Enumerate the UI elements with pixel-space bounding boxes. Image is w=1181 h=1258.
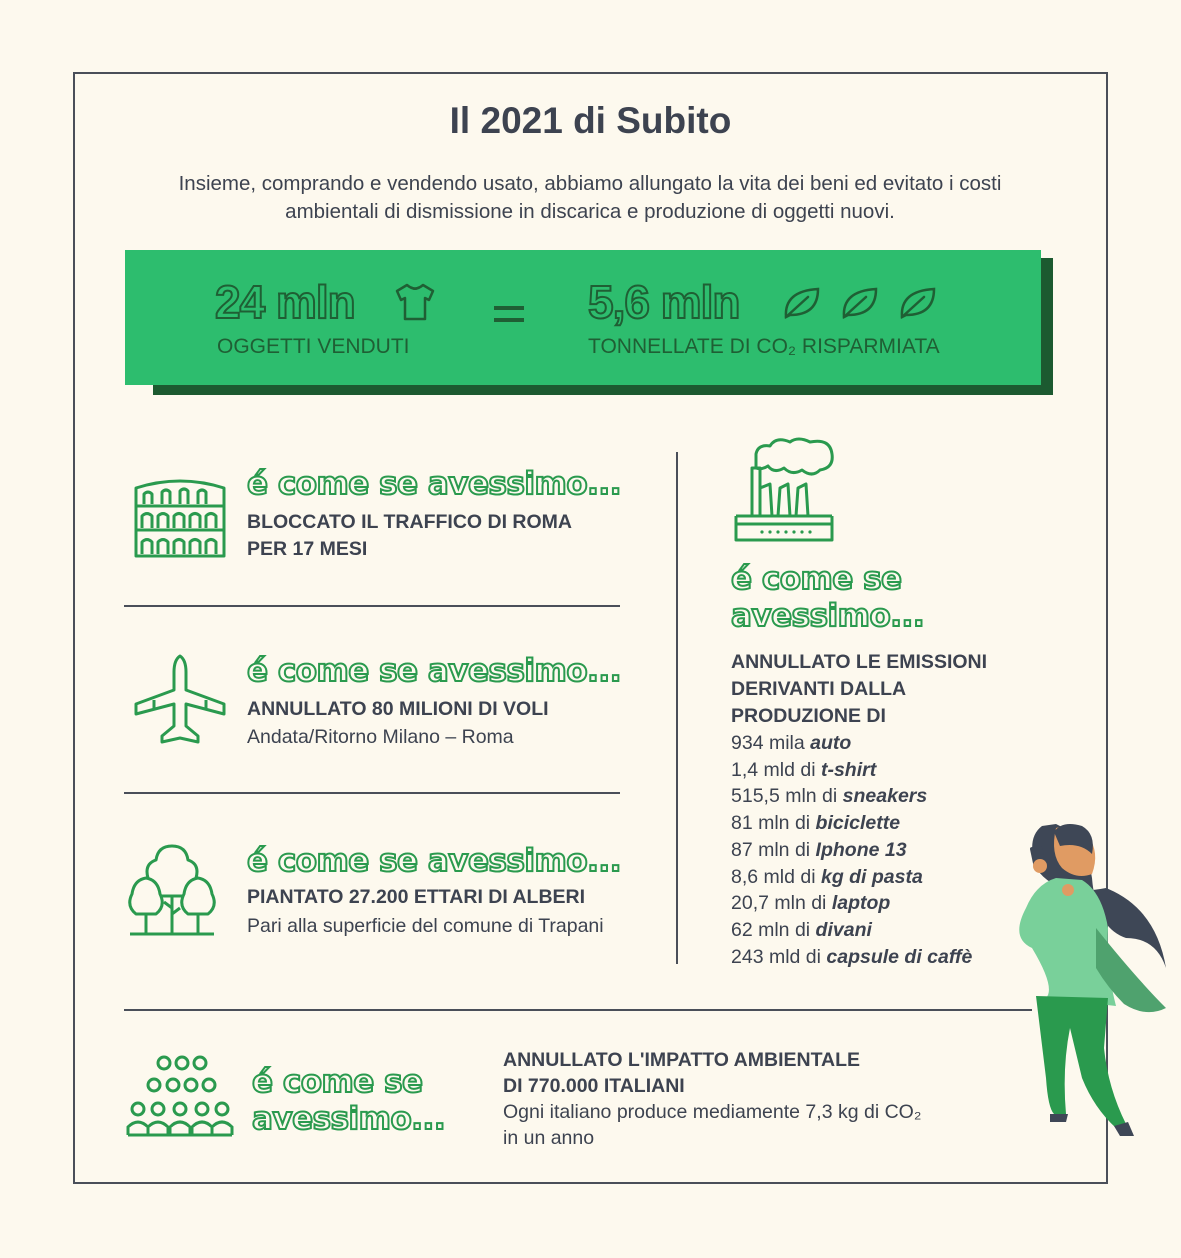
intro-line-1: Insieme, comprando e vendendo usato, abbiamo allungato la vita dei beni ed evitato i costi	[178, 172, 1002, 195]
airplane-icon	[132, 654, 228, 744]
people-head-2: DI 770.000 ITALIANI	[503, 1075, 685, 1097]
trees-icon	[126, 842, 218, 938]
phrase-heading-2: é come se avessimo...	[247, 653, 621, 689]
phrase-heading-factory-2: avessimo...	[731, 598, 925, 634]
list-item: 81 mln di biciclette	[731, 812, 901, 835]
people-head-1: ANNULLATO L'IMPATTO AMBIENTALE	[503, 1049, 861, 1071]
woman-illustration	[996, 818, 1176, 1138]
factory-head-2: DERIVANTI DALLA	[731, 678, 907, 700]
people-detail-1: Ogni italiano produce mediamente 7,3 kg di CO₂	[503, 1101, 922, 1123]
list-item: 934 mila auto	[731, 732, 852, 754]
phrase-heading-1: é come se avessimo...	[247, 466, 621, 502]
objects-sold-value: 24 mln	[215, 276, 355, 328]
item-2-line-1: ANNULLATO 80 MILIONI DI VOLI	[247, 698, 549, 720]
colosseum-icon	[132, 478, 228, 558]
phrase-heading-people-1: é come se	[252, 1064, 423, 1100]
tshirt-icon	[393, 282, 437, 322]
co2-saved-value: 5,6 mln	[588, 276, 740, 328]
divider-3	[124, 1009, 1032, 1011]
list-item: 8,6 mld di kg di pasta	[731, 865, 923, 888]
factory-head-3: PRODUZIONE DI	[731, 705, 886, 727]
list-item: 62 mln di divani	[731, 918, 872, 941]
list-item: 87 mln di Iphone 13	[731, 838, 907, 861]
item-1-line-2: PER 17 MESI	[247, 538, 368, 560]
production-list	[731, 730, 972, 970]
column-divider	[676, 452, 678, 964]
item-3-detail: Pari alla superficie del comune di Trapani	[247, 915, 604, 937]
item-3-line-1: PIANTATO 27.200 ETTARI DI ALBERI	[247, 886, 586, 908]
divider-1	[124, 605, 620, 607]
list-item: 20,7 mln di laptop	[731, 892, 891, 915]
co2-saved-label: TONNELLATE DI CO₂ RISPARMIATA	[588, 335, 940, 358]
list-item: 243 mld di capsule di caffè	[731, 945, 973, 968]
page-title: Il 2021 di Subito	[449, 100, 732, 141]
factory-head-1: ANNULLATO LE EMISSIONI	[731, 651, 988, 673]
list-item: 515,5 mln di sneakers	[731, 785, 928, 808]
objects-sold-label: OGGETTI VENDUTI	[217, 335, 410, 358]
factory-icon	[732, 438, 836, 542]
item-1-line-1: BLOCCATO IL TRAFFICO DI ROMA	[247, 511, 572, 533]
intro-text	[110, 170, 1070, 226]
divider-2	[124, 792, 620, 794]
phrase-heading-3: é come se avessimo...	[247, 843, 621, 879]
equals-sign	[494, 306, 524, 330]
item-2-detail: Andata/Ritorno Milano – Roma	[247, 726, 514, 748]
people-detail-2: in un anno	[503, 1127, 595, 1149]
phrase-heading-people-2: avessimo...	[252, 1101, 446, 1137]
infographic-frame	[73, 72, 1108, 1184]
list-item: 1,4 mld di t-shirt	[731, 758, 877, 781]
phrase-heading-factory-1: é come se	[731, 561, 902, 597]
intro-line-2: ambientali di dismissione in discarica e produzione di oggetti nuovi.	[285, 200, 895, 223]
people-icon	[126, 1055, 234, 1137]
leaf-icon	[782, 285, 942, 321]
